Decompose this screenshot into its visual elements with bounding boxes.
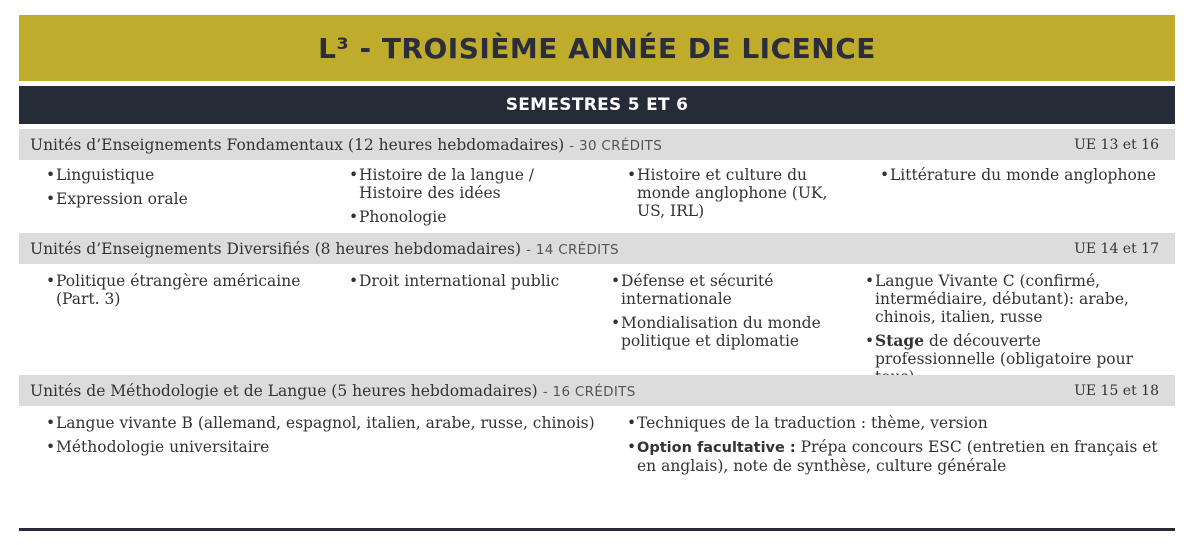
course-column xyxy=(349,272,589,296)
section-credits: - 16 CRÉDITS xyxy=(542,384,636,400)
course-item: • Linguistique xyxy=(46,166,155,184)
course-item: • Techniques de la traduction : thème, version xyxy=(627,414,988,432)
semesters-heading: SEMESTRES 5 ET 6 xyxy=(505,95,689,115)
bottom-divider xyxy=(19,528,1175,531)
section-ue: UE 13 et 16 xyxy=(1074,136,1159,153)
course-column xyxy=(611,272,836,356)
bullet-icon: • xyxy=(349,208,359,226)
course-column xyxy=(46,166,326,214)
bullet-icon: • xyxy=(865,272,875,290)
course-item: • Politique étrangère américaine (Part. 3) xyxy=(46,272,301,308)
page-title: L³ - TROISIÈME ANNÉE DE LICENCE xyxy=(318,31,876,65)
course-column xyxy=(46,414,606,462)
course-item: • Histoire et culture du monde anglophone (UK, US, IRL) xyxy=(627,166,828,220)
section-title: Unités de Méthodologie et de Langue (5 heures hebdomadaires) xyxy=(30,382,538,400)
bullet-icon: • xyxy=(46,166,56,184)
section-credits: - 14 CRÉDITS xyxy=(526,242,619,258)
course-item: • Mondialisation du monde politique et diplomatie xyxy=(611,314,821,350)
course-item: • Défense et sécurité internationale xyxy=(611,272,774,308)
bullet-icon: • xyxy=(349,272,359,290)
section-ue: UE 14 et 17 xyxy=(1074,240,1159,257)
section-title: Unités d’Enseignements Diversifiés (8 heures hebdomadaires) xyxy=(30,240,521,258)
course-column xyxy=(627,414,1162,481)
section-ue: UE 15 et 18 xyxy=(1074,382,1159,399)
bullet-icon: • xyxy=(880,166,890,184)
bullet-icon: • xyxy=(349,166,359,184)
bullet-icon: • xyxy=(46,438,56,456)
bullet-icon: • xyxy=(865,332,875,350)
bullet-icon: • xyxy=(627,166,637,184)
bullet-icon: • xyxy=(627,438,637,456)
bullet-icon: • xyxy=(611,272,621,290)
section-header-methodologie xyxy=(19,375,1175,406)
bullet-icon: • xyxy=(611,314,621,332)
course-item: • Langue Vivante C (confirmé, intermédiaire, débutant): arabe, chinois, italien, russe xyxy=(865,272,1129,326)
course-item: • Méthodologie universitaire xyxy=(46,438,270,456)
stage-item: • Stage de découverte professionnelle (obligatoire pour xyxy=(865,331,1133,368)
course-column xyxy=(349,166,564,232)
course-item: • Littérature du monde anglophone xyxy=(880,166,1156,184)
section-header-diversifies xyxy=(19,233,1175,264)
semesters-banner xyxy=(19,86,1175,124)
bullet-icon: • xyxy=(46,414,56,432)
section-header-fondamentaux xyxy=(19,129,1175,160)
course-column xyxy=(880,166,1175,190)
title-banner xyxy=(19,15,1175,81)
section-credits: - 30 CRÉDITS xyxy=(569,138,663,154)
course-column xyxy=(46,272,326,314)
option-item: • Option facultative : Prépa concours ESC (entretien en français et en anglais), note de synthèse, culture générale xyxy=(627,438,1158,475)
section-title: Unités d’Enseignements Fondamentaux (12 heures hebdomadaires) xyxy=(30,136,565,154)
course-item: • Langue vivante B (allemand, espagnol, italien, arabe, russe, chinois) xyxy=(46,414,595,432)
course-item: • Expression orale xyxy=(46,190,188,208)
course-item: • Droit international public xyxy=(349,272,560,290)
course-item: • Phonologie xyxy=(349,208,447,226)
course-item: • Histoire de la langue / Histoire des idées xyxy=(349,166,535,202)
course-column xyxy=(865,272,1165,392)
course-column xyxy=(627,166,832,226)
bullet-icon: • xyxy=(46,190,56,208)
bullet-icon: • xyxy=(627,414,637,432)
bullet-icon: • xyxy=(46,272,56,290)
